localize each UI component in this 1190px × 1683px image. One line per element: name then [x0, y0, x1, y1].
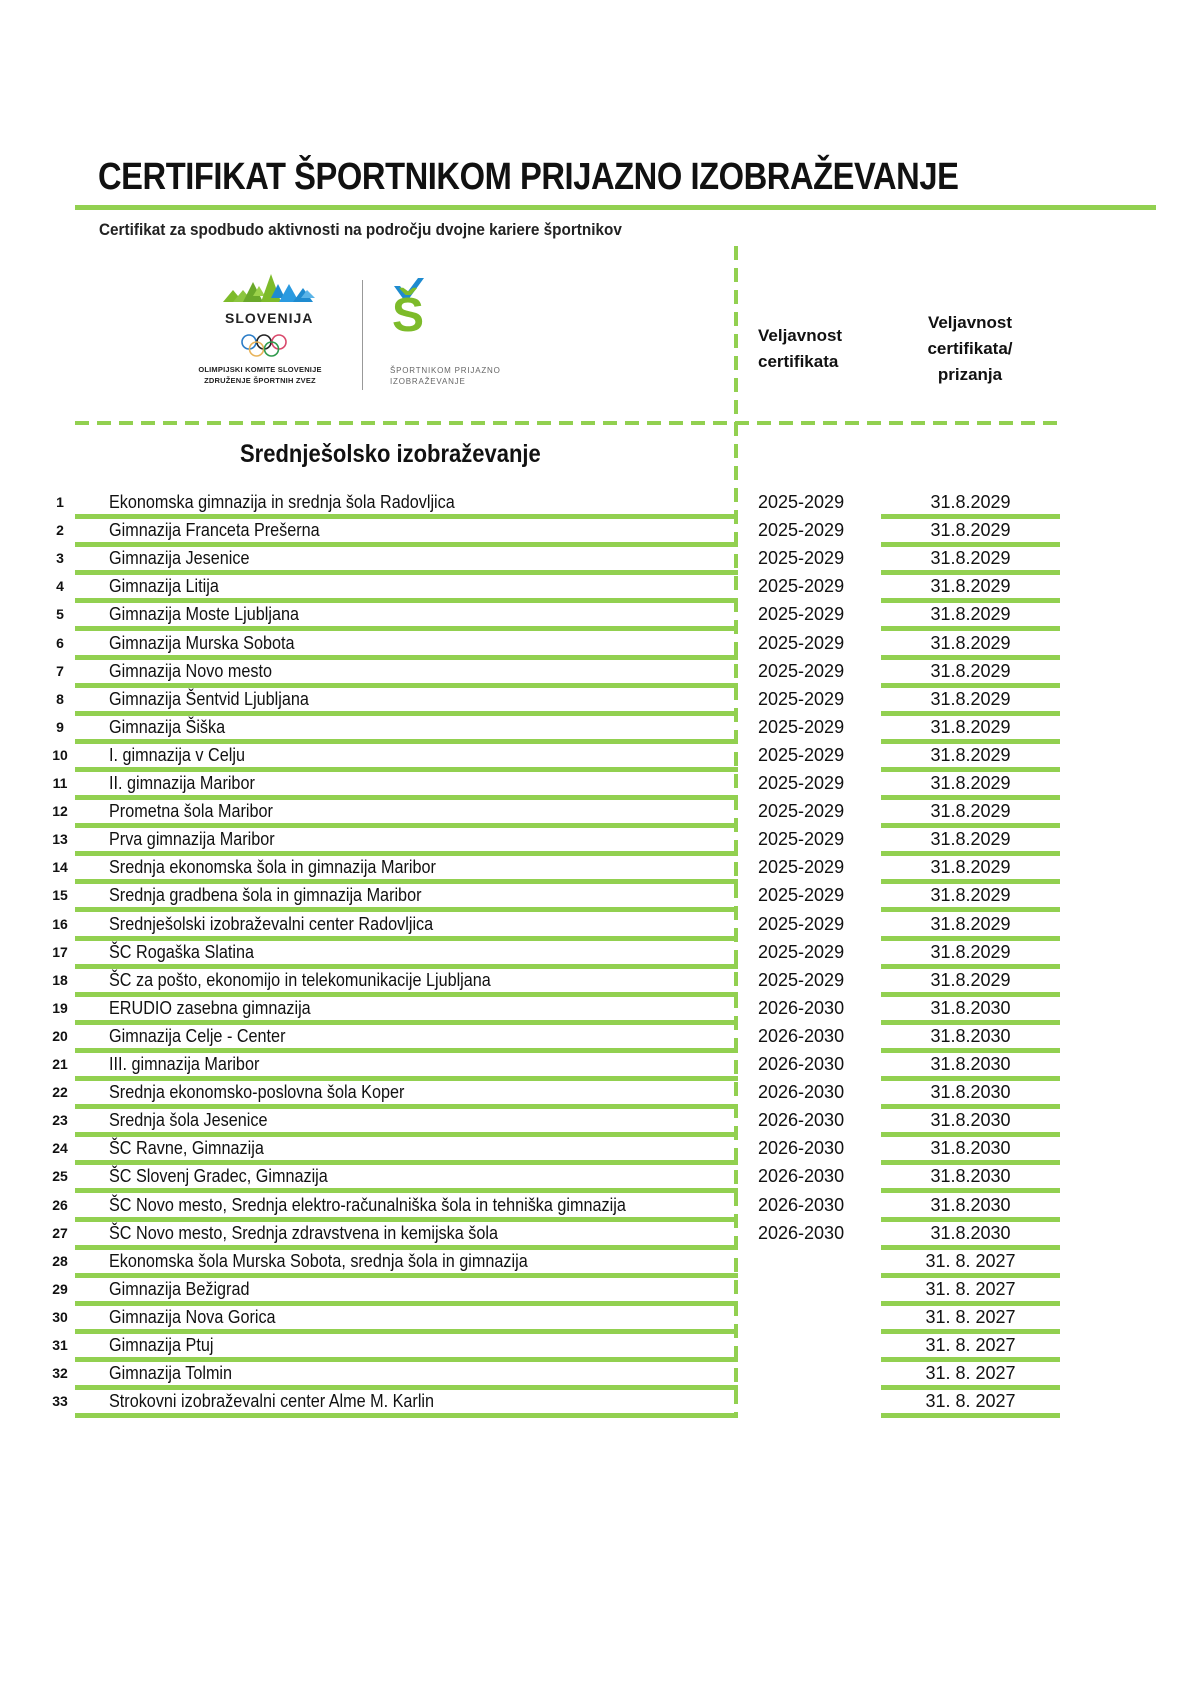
certificate-validity: 2026-2030	[758, 1025, 845, 1046]
certificate-validity: 2025-2029	[758, 716, 845, 737]
validity-date: 31. 8. 2027	[925, 1363, 1016, 1384]
date-underline	[881, 1357, 1060, 1362]
table-row	[0, 1138, 1190, 1166]
date-underline	[881, 1217, 1060, 1222]
row-underline	[75, 598, 738, 603]
row-underline	[75, 1273, 738, 1278]
validity-date: 31.8.2029	[930, 913, 1011, 934]
logo-divider	[362, 280, 363, 390]
table-row	[0, 689, 1190, 717]
table-row	[0, 745, 1190, 773]
row-number: 20	[52, 1027, 68, 1044]
school-name: Gimnazija Jesenice	[109, 548, 250, 569]
row-underline	[75, 823, 738, 828]
certificate-validity: 2026-2030	[758, 1222, 845, 1243]
row-underline	[75, 1188, 738, 1193]
row-underline	[75, 1245, 738, 1250]
row-underline	[75, 1217, 738, 1222]
validity-date: 31.8.2029	[930, 801, 1011, 822]
school-name: Gimnazija Ptuj	[109, 1335, 214, 1355]
validity-date: 31. 8. 2027	[925, 1306, 1016, 1327]
row-number: 11	[52, 775, 68, 791]
table-row	[0, 885, 1190, 913]
row-underline	[75, 711, 738, 716]
row-number: 1	[56, 494, 64, 510]
certificate-validity: 2025-2029	[758, 632, 845, 653]
row-number: 13	[52, 831, 68, 848]
row-number: 5	[56, 606, 64, 623]
date-underline	[881, 1385, 1060, 1390]
date-underline	[881, 795, 1060, 800]
row-number: 12	[52, 803, 68, 820]
row-underline	[75, 626, 738, 631]
row-underline	[75, 570, 738, 575]
row-underline	[75, 1048, 738, 1053]
school-name: Gimnazija Novo mesto	[109, 660, 272, 681]
date-underline	[881, 992, 1060, 997]
certificate-validity: 2025-2029	[758, 941, 845, 962]
school-name: Strokovni izobraževalni center Alme M. Karlin	[109, 1391, 435, 1412]
table-row	[0, 1195, 1190, 1223]
certificate-validity: 2025-2029	[758, 744, 845, 765]
table-row	[0, 829, 1190, 857]
validity-date: 31.8.2030	[930, 1054, 1011, 1074]
certificate-validity: 2026-2030	[758, 1054, 845, 1074]
row-number: 6	[56, 634, 64, 651]
table-row	[0, 857, 1190, 885]
row-number: 17	[52, 943, 68, 960]
row-underline	[75, 1132, 738, 1137]
row-underline	[75, 542, 738, 547]
school-name: Gimnazija Litija	[109, 576, 219, 597]
date-underline	[881, 1160, 1060, 1165]
row-number: 10	[52, 746, 68, 763]
date-underline	[881, 1301, 1060, 1306]
date-underline	[881, 626, 1060, 631]
validity-date: 31.8.2029	[930, 857, 1011, 878]
school-name: ŠC Rogaška Slatina	[109, 941, 254, 962]
row-number: 4	[56, 578, 64, 595]
row-number: 21	[52, 1056, 68, 1072]
column-header-validity: Veljavnost certifikata	[758, 326, 843, 371]
row-underline	[75, 1385, 738, 1390]
table-row	[0, 661, 1190, 689]
certificate-validity: 2025-2029	[758, 969, 845, 990]
row-number: 14	[52, 859, 68, 876]
school-name: ŠC Ravne, Gimnazija	[109, 1138, 264, 1159]
certificate-validity: 2025-2029	[758, 913, 845, 934]
row-underline	[75, 1020, 738, 1025]
page-subtitle: Certifikat za spodbudo aktivnosti na področju dvojne kariere športnikov	[99, 220, 622, 239]
date-underline	[881, 711, 1060, 716]
school-name: ŠC Novo mesto, Srednja zdravstvena in kemijska šola	[109, 1222, 498, 1243]
table-row	[0, 1166, 1190, 1194]
table-row	[0, 942, 1190, 970]
certificate-validity: 2025-2029	[758, 801, 845, 822]
date-underline	[881, 1076, 1060, 1081]
table-row	[0, 492, 1190, 520]
table-row	[0, 633, 1190, 661]
date-underline	[881, 936, 1060, 941]
date-underline	[881, 767, 1060, 772]
validity-date: 31.8.2030	[930, 1166, 1011, 1187]
row-underline	[75, 907, 738, 912]
certificate-validity: 2025-2029	[758, 773, 845, 793]
row-number: 26	[52, 1196, 68, 1213]
sport-friendly-education-name: ŠPORTNIKOM PRIJAZNO IZOBRAŽEVANJE	[390, 366, 501, 386]
table-row	[0, 1026, 1190, 1054]
validity-date: 31.8.2029	[930, 941, 1011, 962]
school-name: ŠC Novo mesto, Srednja elektro-računalniška šola in tehniška gimnazija	[109, 1194, 626, 1215]
olympic-committee-name: OLIMPIJSKI KOMITE SLOVENIJE ZDRUŽENJE ŠPORTNIH ZVEZ	[198, 365, 322, 385]
validity-date: 31.8.2030	[930, 1082, 1011, 1103]
school-name: Gimnazija Bežigrad	[109, 1278, 250, 1299]
school-name: Gimnazija Tolmin	[109, 1363, 233, 1384]
school-name: Gimnazija Šiška	[109, 716, 226, 737]
row-number: 19	[52, 999, 68, 1016]
date-underline	[881, 542, 1060, 547]
certificate-validity: 2025-2029	[758, 548, 845, 569]
school-name: Gimnazija Celje - Center	[109, 1025, 286, 1046]
row-underline	[75, 1160, 738, 1165]
row-number: 27	[52, 1224, 68, 1241]
certificate-validity: 2025-2029	[758, 885, 845, 906]
row-underline	[75, 1357, 738, 1362]
row-underline	[75, 655, 738, 660]
validity-date: 31.8.2029	[930, 520, 1011, 541]
date-underline	[881, 1413, 1060, 1418]
table-row	[0, 717, 1190, 745]
school-name: Ekonomska šola Murska Sobota, srednja šola in gimnazija	[109, 1250, 528, 1271]
validity-date: 31.8.2029	[930, 688, 1011, 709]
school-name: Gimnazija Šentvid Ljubljana	[109, 688, 309, 709]
validity-date: 31.8.2029	[930, 885, 1011, 906]
row-underline	[75, 739, 738, 744]
validity-date: 31.8.2029	[930, 716, 1011, 737]
date-underline	[881, 964, 1060, 969]
row-number: 8	[56, 690, 64, 707]
validity-date: 31.8.2030	[930, 1194, 1011, 1215]
row-number: 16	[52, 915, 68, 932]
table-row	[0, 1391, 1190, 1419]
validity-date: 31.8.2029	[930, 576, 1011, 597]
school-name: ŠC Slovenj Gradec, Gimnazija	[109, 1166, 328, 1187]
date-underline	[881, 1020, 1060, 1025]
certificate-validity: 2026-2030	[758, 1082, 845, 1103]
row-number: 32	[52, 1365, 68, 1382]
validity-date: 31. 8. 2027	[925, 1391, 1016, 1412]
date-underline	[881, 1048, 1060, 1053]
row-number: 15	[52, 887, 68, 904]
row-underline	[75, 964, 738, 969]
school-name: Prva gimnazija Maribor	[109, 829, 275, 850]
row-number: 33	[52, 1393, 68, 1410]
row-number: 18	[52, 971, 68, 988]
date-underline	[881, 683, 1060, 688]
certificate-validity: 2025-2029	[758, 492, 845, 512]
school-name: ERUDIO zasebna gimnazija	[109, 997, 311, 1018]
table-row	[0, 998, 1190, 1026]
row-underline	[75, 795, 738, 800]
school-name: Gimnazija Franceta Prešerna	[109, 520, 320, 541]
validity-date: 31.8.2030	[930, 1222, 1011, 1243]
table-row	[0, 1223, 1190, 1251]
row-underline	[75, 879, 738, 884]
validity-date: 31.8.2029	[930, 632, 1011, 653]
date-underline	[881, 570, 1060, 575]
validity-date: 31. 8. 2027	[925, 1250, 1016, 1271]
certificate-validity: 2025-2029	[758, 604, 845, 625]
olympic-rings-icon	[239, 332, 299, 362]
school-name: ŠC za pošto, ekonomijo in telekomunikacije Ljubljana	[109, 969, 491, 990]
validity-date: 31.8.2030	[930, 1025, 1011, 1046]
row-number: 31	[52, 1337, 68, 1353]
mountains-icon	[195, 268, 345, 306]
header-divider-dashed	[75, 421, 1060, 425]
olympic-committee-logo	[195, 268, 345, 393]
row-number: 3	[56, 550, 64, 567]
table-row	[0, 914, 1190, 942]
validity-date: 31.8.2029	[930, 969, 1011, 990]
row-underline	[75, 514, 738, 519]
row-number: 23	[52, 1112, 68, 1129]
row-underline	[75, 1329, 738, 1334]
school-name: Srednja gradbena šola in gimnazija Maribor	[109, 885, 422, 906]
certificate-validity: 2026-2030	[758, 1110, 845, 1131]
certificate-validity: 2026-2030	[758, 1138, 845, 1159]
date-underline	[881, 907, 1060, 912]
school-name: Gimnazija Moste Ljubljana	[109, 604, 299, 625]
table-row	[0, 1110, 1190, 1138]
validity-date: 31.8.2029	[930, 548, 1011, 569]
date-underline	[881, 739, 1060, 744]
date-underline	[881, 823, 1060, 828]
date-underline	[881, 1104, 1060, 1109]
validity-date: 31.8.2030	[930, 997, 1011, 1018]
row-underline	[75, 1076, 738, 1081]
row-underline	[75, 1413, 738, 1418]
school-name: Gimnazija Nova Gorica	[109, 1306, 276, 1327]
sport-friendly-education-logo	[390, 278, 510, 393]
certificate-validity: 2025-2029	[758, 520, 845, 541]
page-title: CERTIFIKAT ŠPORTNIKOM PRIJAZNO IZOBRAŽEVANJE	[98, 156, 959, 198]
certificate-validity: 2025-2029	[758, 576, 845, 597]
row-underline	[75, 683, 738, 688]
school-name: Srednja ekonomsko-poslovna šola Koper	[109, 1082, 405, 1103]
date-underline	[881, 851, 1060, 856]
validity-date: 31.8.2029	[930, 744, 1011, 765]
validity-date: 31. 8. 2027	[925, 1278, 1016, 1299]
school-name: III. gimnazija Maribor	[109, 1054, 260, 1074]
row-underline	[75, 767, 738, 772]
table-row	[0, 1307, 1190, 1335]
table-row	[0, 1251, 1190, 1279]
slovenija-wordmark: SLOVENIJA	[225, 310, 314, 326]
school-name: II. gimnazija Maribor	[109, 773, 255, 793]
row-underline	[75, 1104, 738, 1109]
validity-date: 31.8.2029	[930, 492, 1011, 512]
row-number: 7	[56, 662, 64, 679]
validity-date: 31.8.2029	[930, 773, 1011, 793]
row-underline	[75, 936, 738, 941]
date-underline	[881, 514, 1060, 519]
date-underline	[881, 1132, 1060, 1137]
date-underline	[881, 1245, 1060, 1250]
school-name: Gimnazija Murska Sobota	[109, 632, 295, 653]
certificate-validity: 2026-2030	[758, 1194, 845, 1215]
validity-date: 31.8.2029	[930, 604, 1011, 625]
section-title: Srednješolsko izobraževanje	[240, 440, 541, 468]
certificate-validity: 2025-2029	[758, 688, 845, 709]
date-underline	[881, 1273, 1060, 1278]
table-row	[0, 1279, 1190, 1307]
table-row	[0, 773, 1190, 801]
date-underline	[881, 879, 1060, 884]
school-name: Srednja ekonomska šola in gimnazija Maribor	[109, 857, 436, 878]
s-caron-glyph: Š	[392, 289, 425, 342]
certificate-validity: 2025-2029	[758, 857, 845, 878]
column-header-validity-recognition: Veljavnost certifikata/ prizanja	[927, 313, 1013, 384]
certificate-validity: 2025-2029	[758, 829, 845, 850]
school-name: Srednješolski izobraževalni center Radovljica	[109, 913, 434, 934]
date-underline	[881, 598, 1060, 603]
validity-date: 31. 8. 2027	[925, 1335, 1016, 1355]
row-number: 29	[52, 1280, 68, 1297]
table-row	[0, 970, 1190, 998]
table-row	[0, 1082, 1190, 1110]
table-row	[0, 548, 1190, 576]
validity-date: 31.8.2029	[930, 829, 1011, 850]
table-row	[0, 576, 1190, 604]
validity-date: 31.8.2029	[930, 660, 1011, 681]
date-underline	[881, 655, 1060, 660]
date-underline	[881, 1329, 1060, 1334]
date-underline	[881, 1188, 1060, 1193]
title-underline	[75, 205, 1156, 210]
certificate-validity: 2026-2030	[758, 997, 845, 1018]
row-number: 25	[52, 1168, 68, 1185]
row-number: 24	[52, 1140, 68, 1157]
row-number: 28	[52, 1252, 68, 1269]
table-row	[0, 520, 1190, 548]
school-name: Ekonomska gimnazija in srednja šola Radovljica	[109, 492, 455, 512]
row-number: 30	[52, 1308, 68, 1325]
table-row	[0, 801, 1190, 829]
school-name: Srednja šola Jesenice	[109, 1110, 268, 1131]
school-name: Prometna šola Maribor	[109, 801, 273, 822]
row-underline	[75, 992, 738, 997]
table-row	[0, 1363, 1190, 1391]
certificate-validity: 2026-2030	[758, 1166, 845, 1187]
row-underline	[75, 851, 738, 856]
table-row	[0, 1335, 1190, 1363]
row-underline	[75, 1301, 738, 1306]
table-row	[0, 604, 1190, 632]
row-number: 22	[52, 1084, 68, 1101]
table-row	[0, 1054, 1190, 1082]
validity-date: 31.8.2030	[930, 1138, 1011, 1159]
row-number: 9	[56, 718, 64, 735]
certificate-validity: 2025-2029	[758, 660, 845, 681]
row-number: 2	[56, 522, 64, 539]
school-name: I. gimnazija v Celju	[109, 744, 245, 765]
validity-date: 31.8.2030	[930, 1110, 1011, 1131]
